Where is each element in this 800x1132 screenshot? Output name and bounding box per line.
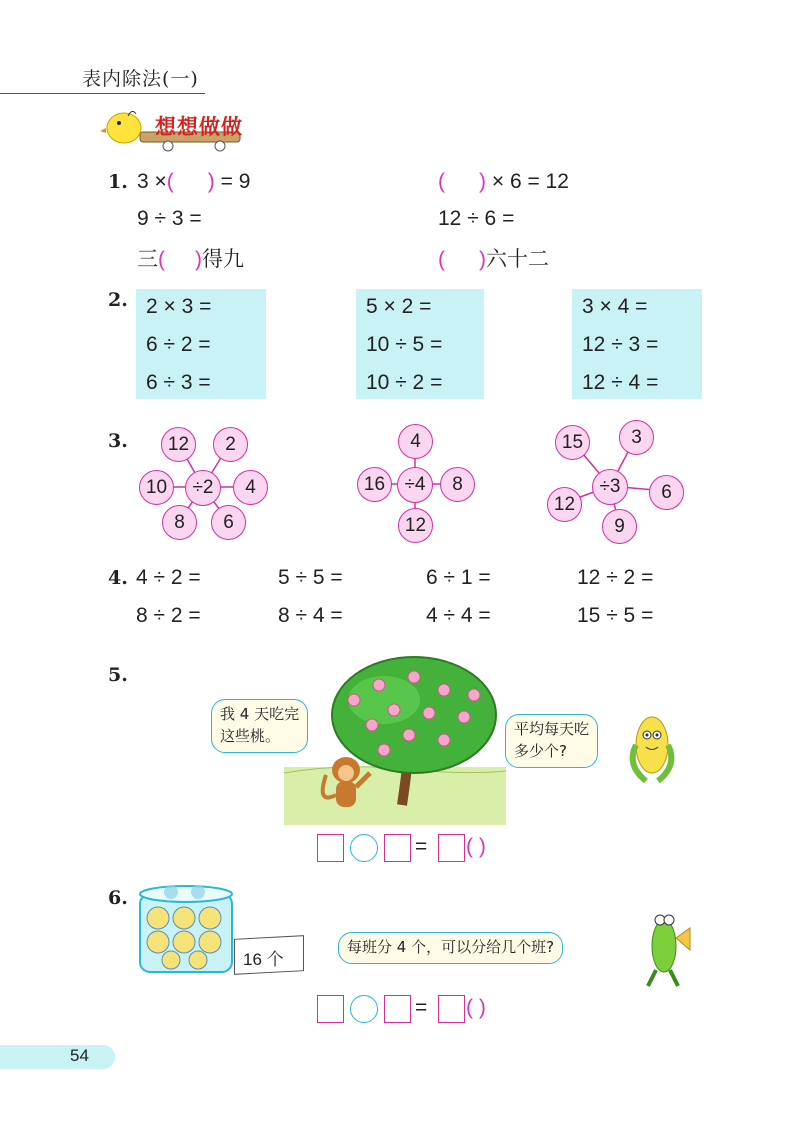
flower-petal: 12 — [398, 508, 433, 543]
ex2-eq: 12 ÷ 3 = — [582, 333, 659, 356]
flower-petal: 6 — [211, 505, 246, 540]
count-label: 16 个 — [243, 950, 284, 969]
exercise-number-5: 5. — [108, 664, 128, 686]
flower-petal: 3 — [619, 420, 654, 455]
ball-jar-illustration — [136, 880, 236, 976]
operator-circle[interactable] — [350, 834, 378, 862]
page-number-bar — [0, 1045, 115, 1069]
ex2-eq: 10 ÷ 5 = — [366, 333, 443, 356]
page-number: 54 — [70, 1046, 89, 1065]
answer-box[interactable] — [384, 995, 411, 1023]
ex4-eq: 12 ÷ 2 = — [577, 566, 654, 589]
ex1-left-eq3: 三( )得九 — [137, 248, 244, 271]
flower-petal: 6 — [649, 475, 684, 510]
ex2-eq: 10 ÷ 2 = — [366, 371, 443, 394]
question-speech-bubble: 每班分 4 个，可以分给几个班? — [338, 932, 563, 964]
ex4-eq: 8 ÷ 4 = — [278, 604, 343, 627]
corn-speech-bubble: 平均每天吃 多少个? — [505, 714, 598, 768]
unit-paren: ( ) — [466, 996, 486, 1019]
corn-character-illustration — [620, 705, 682, 783]
flower-petal: 12 — [547, 487, 582, 522]
ex4-eq: 15 ÷ 5 = — [577, 604, 654, 627]
grasshopper-character-illustration — [636, 908, 698, 990]
answer-box[interactable] — [438, 834, 465, 862]
flower-petal: 10 — [139, 470, 174, 505]
exercise-number-1: 1. — [108, 171, 128, 193]
flower-petal: 4 — [398, 424, 433, 459]
answer-box[interactable] — [438, 995, 465, 1023]
exercise-number-3: 3. — [108, 430, 128, 452]
ex4-eq: 6 ÷ 1 = — [426, 566, 491, 589]
ex2-eq: 2 × 3 = — [146, 295, 212, 318]
flower-center: ÷4 — [397, 467, 433, 503]
ex1-right-eq2: 12 ÷ 6 = — [438, 207, 515, 230]
exercise-number-4: 4. — [108, 567, 128, 589]
ex4-eq: 8 ÷ 2 = — [136, 604, 201, 627]
answer-box[interactable] — [384, 834, 411, 862]
exercise-number-2: 2. — [108, 289, 128, 311]
operator-circle[interactable] — [350, 995, 378, 1023]
flower-petal: 12 — [161, 427, 196, 462]
answer-box[interactable] — [317, 834, 344, 862]
unit-paren: ( ) — [466, 835, 486, 858]
chapter-title: 表内除法(一) — [82, 68, 199, 90]
answer-box[interactable] — [317, 995, 344, 1023]
ex4-eq: 4 ÷ 2 = — [136, 566, 201, 589]
ex4-eq: 5 ÷ 5 = — [278, 566, 343, 589]
peach-tree-scene-illustration — [284, 655, 506, 825]
ex2-eq: 5 × 2 = — [366, 295, 432, 318]
flower-center: ÷3 — [592, 469, 628, 505]
equals-sign: = — [415, 996, 428, 1019]
ex2-eq: 6 ÷ 2 = — [146, 333, 211, 356]
flower-petal: 4 — [233, 470, 268, 505]
ex1-left-eq1: 3 ×( ) = 9 — [137, 170, 251, 193]
flower-petal: 9 — [602, 509, 637, 544]
ex2-eq: 6 ÷ 3 = — [146, 371, 211, 394]
flower-petal: 2 — [213, 427, 248, 462]
flower-petal: 8 — [440, 467, 475, 502]
flower-center: ÷2 — [185, 470, 221, 506]
flower-petal: 8 — [162, 505, 197, 540]
section-title: 想想做做 — [155, 115, 243, 139]
ex4-eq: 4 ÷ 4 = — [426, 604, 491, 627]
ex2-eq: 12 ÷ 4 = — [582, 371, 659, 394]
flower-petal: 15 — [555, 425, 590, 460]
ex1-right-eq1: ( ) × 6 = 12 — [438, 170, 569, 193]
ex1-right-eq3: ( )六十二 — [438, 248, 549, 271]
exercise-number-6: 6. — [108, 887, 128, 909]
ex1-left-eq2: 9 ÷ 3 = — [137, 207, 202, 230]
flower-petal: 16 — [357, 467, 392, 502]
ex2-eq: 3 × 4 = — [582, 295, 648, 318]
equals-sign: = — [415, 835, 428, 858]
monkey-speech-bubble: 我 4 天吃完 这些桃。 — [211, 699, 308, 753]
